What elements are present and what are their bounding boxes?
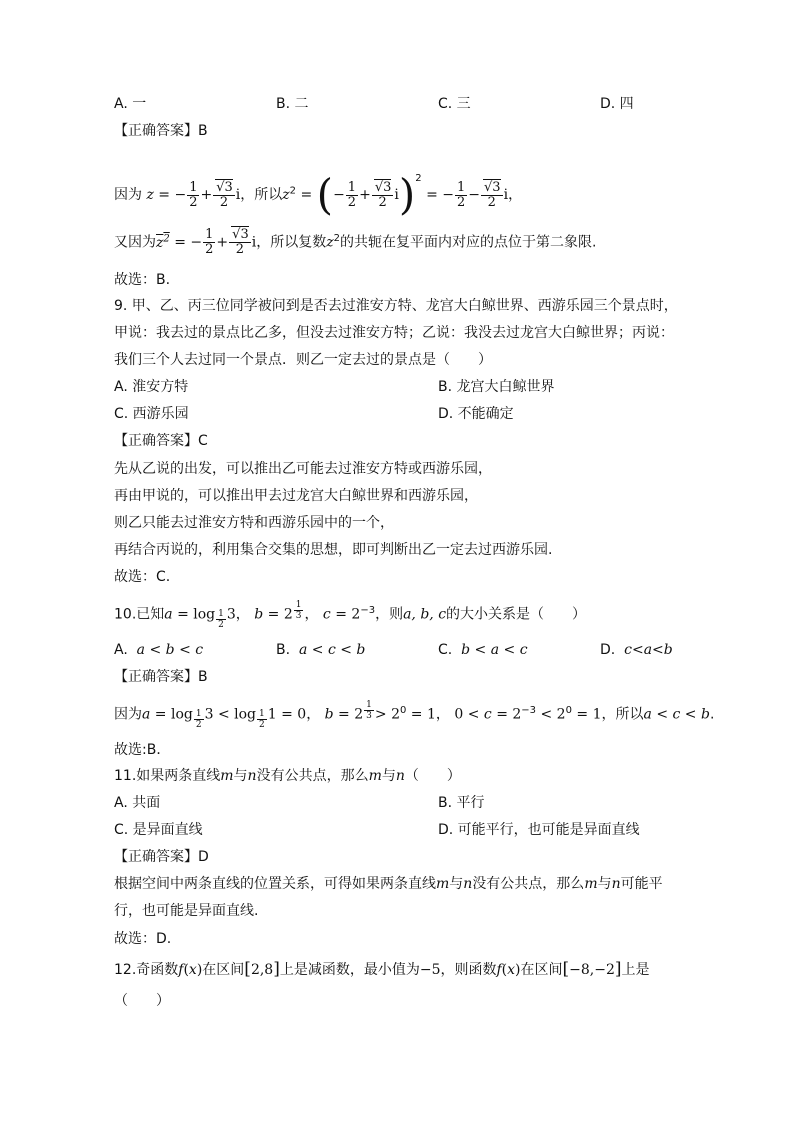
q12-stem-line2: （ ）	[114, 993, 170, 1009]
q11-stem: 11.如果两条直线m与n没有公共点，那么m与n（ ）	[114, 768, 461, 784]
q9-stem-line3: 我们三个人去过同一个景点．则乙一定去过的景点是（ ）	[114, 352, 492, 368]
q11-option-a: A. 共面	[114, 795, 161, 811]
q9-option-c: C. 西游乐园	[114, 406, 189, 422]
q10-solution: 因为a = log $_{\frac{1}{2}}$ 3 < log $_{\frac{1}{2}}$ 1 = 0， b = 2 $^{\frac{1}{3}}$ > $2^0 = 1$， $0 < c = 2^{-3} < 2^0 = 1$，所以a < c < b.	[114, 699, 715, 731]
q11-solution-line1: 根据空间中两条直线的位置关系，可得如果两条直线m与n没有公共点，那么m与n可能平	[114, 876, 663, 892]
q9-solution-line4: 再结合丙说的，利用集合交集的思想，即可判断出乙一定去过西游乐园.	[114, 542, 553, 558]
q10-answer: 【正确答案】B	[114, 669, 208, 685]
q8-option-a: A. 一	[114, 96, 147, 112]
q9-solution-line2: 再由甲说的，可以推出甲去过龙宫大白鲸世界和西游乐园，	[114, 488, 478, 504]
q10-option-b: B. a < c < b	[276, 642, 366, 658]
q8-option-c: C. 三	[438, 96, 471, 112]
q9-solution-line1: 先从乙说的出发，可以推出乙可能去过淮安方特或西游乐园，	[114, 461, 492, 477]
q10-option-a: A. a < b < c	[114, 642, 204, 658]
q11-option-c: C. 是异面直线	[114, 822, 203, 838]
q9-conclusion: 故选：C.	[114, 569, 171, 585]
q8-conclusion: 故选：B.	[114, 272, 171, 288]
q9-stem-line1: 9. 甲、乙、丙三位同学被问到是否去过淮安方特、龙宫大白鲸世界、西游乐园三个景点时，	[114, 298, 678, 314]
q8-solution-line1: 因为 z = − $\frac{1}{2}$ + $\frac{√3}{2}$ i，所以$z^2$ = (− $\frac{1}{2}$ + $\frac{√3}{2}$ i)$^2$ = − $\frac{1}{2}$ − $\frac{√3}{2}$ i，	[114, 170, 523, 219]
q8-answer: 【正确答案】B	[114, 123, 208, 139]
q9-solution-line3: 则乙只能去过淮安方特和西游乐园中的一个，	[114, 515, 394, 531]
q11-conclusion: 故选：D.	[114, 931, 172, 947]
q8-option-b: B. 二	[276, 96, 309, 112]
q12-stem-line1: 12.奇函数f(x)在区间[2,8]上是减函数，最小值为−5，则函数f(x)在区间[−8,−2]上是	[114, 959, 650, 979]
q9-option-a: A. 淮安方特	[114, 379, 189, 395]
q9-option-b: B. 龙宫大白鲸世界	[438, 379, 555, 395]
q9-stem-line2: 甲说：我去过的景点比乙多，但没去过淮安方特；乙说：我没去过龙宫大白鲸世界；丙说：	[114, 325, 674, 341]
q11-solution-line2: 行，也可能是异面直线.	[114, 903, 259, 919]
q10-option-d: D. c<a<b	[600, 642, 673, 658]
q11-option-b: B. 平行	[438, 795, 485, 811]
q10-option-c: C. b < a < c	[438, 642, 528, 658]
q8-option-d: D. 四	[600, 96, 634, 112]
q11-option-d: D. 可能平行，也可能是异面直线	[438, 822, 640, 838]
q10-conclusion: 故选:B．	[114, 742, 171, 758]
q9-option-d: D. 不能确定	[438, 406, 514, 422]
q9-answer: 【正确答案】C	[114, 433, 208, 449]
q11-answer: 【正确答案】D	[114, 849, 209, 865]
q10-stem: 10.已知a = log $_{\frac{1}{2}}$ 3， b = 2 $^{\frac{1}{3}}$ ， $c = 2^{-3}$，则a, b, c的大小关系是（ ）	[114, 599, 587, 631]
q8-solution-line2: 又因为$z^2$ = − $\frac{1}{2}$ + $\frac{√3}{2}$ i，所以复数$z^2$的共轭在复平面内对应的点位于第二象限.	[114, 227, 597, 258]
